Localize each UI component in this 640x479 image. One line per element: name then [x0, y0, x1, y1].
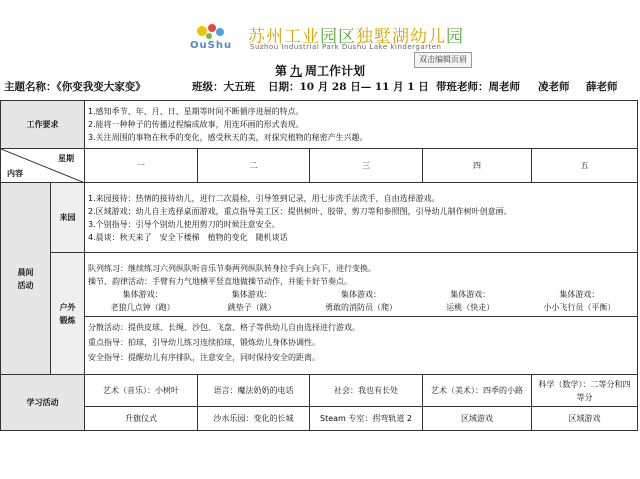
scatter-activity: 分散活动：提供皮球、长绳、沙包、飞盘、格子等供幼儿自由选择进行游戏。	[88, 323, 360, 332]
activity-wednesday: Steam 专室：拐弯轨道 2	[310, 407, 423, 431]
name-part-1: 苏州工业	[248, 27, 320, 47]
class-name: 班级：大五班	[192, 81, 255, 93]
corner-weekday-label: 星期	[58, 154, 74, 163]
arrival-item: 1.来园接待：热情的接待幼儿，进行二次晨检，引导签到记录，用七步洗手法洗手，自由选择游戏。	[88, 193, 440, 203]
weekday-header-row	[1, 149, 638, 183]
group-game-label: 集体游戏：	[450, 290, 491, 299]
study-friday: 科学（数学）：二等分和四等分	[532, 375, 638, 407]
study-tuesday: 语言：魔法奶奶的电话	[198, 375, 310, 407]
activity-friday: 区域游戏	[532, 407, 638, 431]
arrival-item: 2.区域游戏：幼儿自主选择桌面游戏，重点指导美工区：提供树叶、胶带、剪刀等和参照图，引导幼儿制作树叶创意画。	[88, 206, 512, 216]
theme-name: 主题名称：《你变我变大家变》	[4, 81, 146, 93]
week-suffix: 周工作计划	[305, 64, 366, 78]
arrival-item: 4.晨谈：秋天来了 安全下楼梯 植物的变化 随机谈话	[88, 232, 288, 242]
kindergarten-english-name: Suzhou Industrial Park Dushu Lake kindergarten	[250, 43, 442, 51]
focus-guidance: 重点指导：拍球，引导幼儿练习连续拍球，锻炼幼儿身体协调性。	[88, 338, 320, 347]
study-monday: 艺术（音乐）：小树叶	[85, 375, 198, 407]
corner-content-label: 内容	[7, 169, 23, 178]
group-game-monday: 老狼几点钟（跑）	[110, 303, 175, 312]
arrival-label: 来园	[51, 183, 85, 253]
safety-guidance: 安全指导：提醒幼儿有序排队，注意安全，同时保持安全的距离。	[88, 353, 320, 362]
teacher-1: 带班老师：周老师	[436, 81, 520, 93]
group-game-tuesday: 跳垫子（跳）	[227, 303, 276, 312]
day-wednesday: 三	[310, 149, 423, 183]
work-item: 2.能将一种种子的传播过程编成故事，用连环画的形式表现。	[88, 120, 304, 129]
queue-practice: 队列练习：继续练习六列纵队听音乐节奏两列纵队转身拉手向上向下，进行变换。	[88, 264, 376, 273]
morning-label-1: 晨间	[17, 267, 34, 277]
study-thursday: 艺术（美术）：四季的小路	[423, 375, 532, 407]
group-game-label: 集体游戏：	[231, 290, 272, 299]
group-game-names	[88, 301, 634, 314]
work-requirements-content	[85, 101, 638, 149]
edit-header-tooltip[interactable]: 双击编辑页眉	[414, 52, 472, 68]
rhythm-practice: 操节、韵律活动：手臂有力气地横平竖直地做操节动作，并能卡好节奏点。	[88, 277, 352, 286]
outdoor-exercise-label	[51, 253, 85, 375]
name-part-3: 独墅湖幼儿	[356, 27, 446, 47]
group-game-labels	[88, 288, 634, 301]
group-game-label: 集体游戏：	[122, 290, 163, 299]
day-monday: 一	[85, 149, 198, 183]
outdoor-label-1: 户外	[59, 302, 76, 312]
group-game-wednesday: 勇敢的消防员（爬）	[325, 303, 397, 312]
activity-thursday: 区域游戏	[423, 407, 532, 431]
work-requirements-row	[1, 101, 638, 149]
work-item: 3.关注周围的事物在秋季的变化，感受秋天的美，对探究植物的秘密产生兴趣。	[88, 133, 368, 142]
teacher-3: 薛老师	[586, 81, 618, 93]
study-row-1	[1, 375, 638, 407]
work-item: 1.感知季节、年、月、日、星期等时间不断循序进展的特点。	[88, 107, 304, 116]
teacher-2: 凌老师	[538, 81, 570, 93]
outdoor-exercise-row	[1, 253, 638, 375]
week-prefix: 第	[274, 64, 287, 78]
name-part-2: 园区	[320, 27, 356, 47]
arrival-row	[1, 183, 638, 253]
name-part-4: 园	[446, 27, 464, 47]
day-tuesday: 二	[198, 149, 310, 183]
study-activities-label: 学习活动	[1, 375, 85, 431]
group-game-label: 集体游戏：	[559, 290, 600, 299]
page-header	[0, 0, 640, 64]
arrival-item: 3.个别指导：引导个别幼儿使用剪刀的时候注意安全。	[88, 219, 280, 229]
week-number: 九	[289, 64, 302, 78]
day-friday: 五	[532, 149, 638, 183]
activity-tuesday: 沙水乐园：变化的长城	[198, 407, 310, 431]
work-requirements-label: 工作要求	[1, 101, 85, 149]
arrival-content	[85, 183, 638, 253]
corner-cell	[1, 149, 85, 183]
free-activity-block	[85, 316, 637, 365]
page-title	[0, 62, 640, 79]
study-wednesday: 社会：我也有长处	[310, 375, 423, 407]
weekly-plan-table	[0, 100, 638, 431]
date-range: 日期：10 月 28 日— 11 月 1 日	[268, 81, 429, 93]
morning-activities-label	[1, 183, 51, 375]
outdoor-label-2: 锻炼	[59, 315, 76, 325]
morning-label-2: 活动	[17, 280, 34, 290]
plan-info-line	[0, 79, 640, 95]
activity-monday: 升旗仪式	[85, 407, 198, 431]
group-game-label: 集体游戏：	[341, 290, 381, 299]
outdoor-exercise-content	[85, 253, 638, 375]
logo-mark-text: OuShu	[190, 40, 233, 51]
group-game-friday: 小小飞行员（平衡）	[543, 303, 616, 312]
study-row-2	[1, 407, 638, 431]
group-game-thursday: 运桃（快走）	[446, 303, 495, 312]
day-thursday: 四	[423, 149, 532, 183]
